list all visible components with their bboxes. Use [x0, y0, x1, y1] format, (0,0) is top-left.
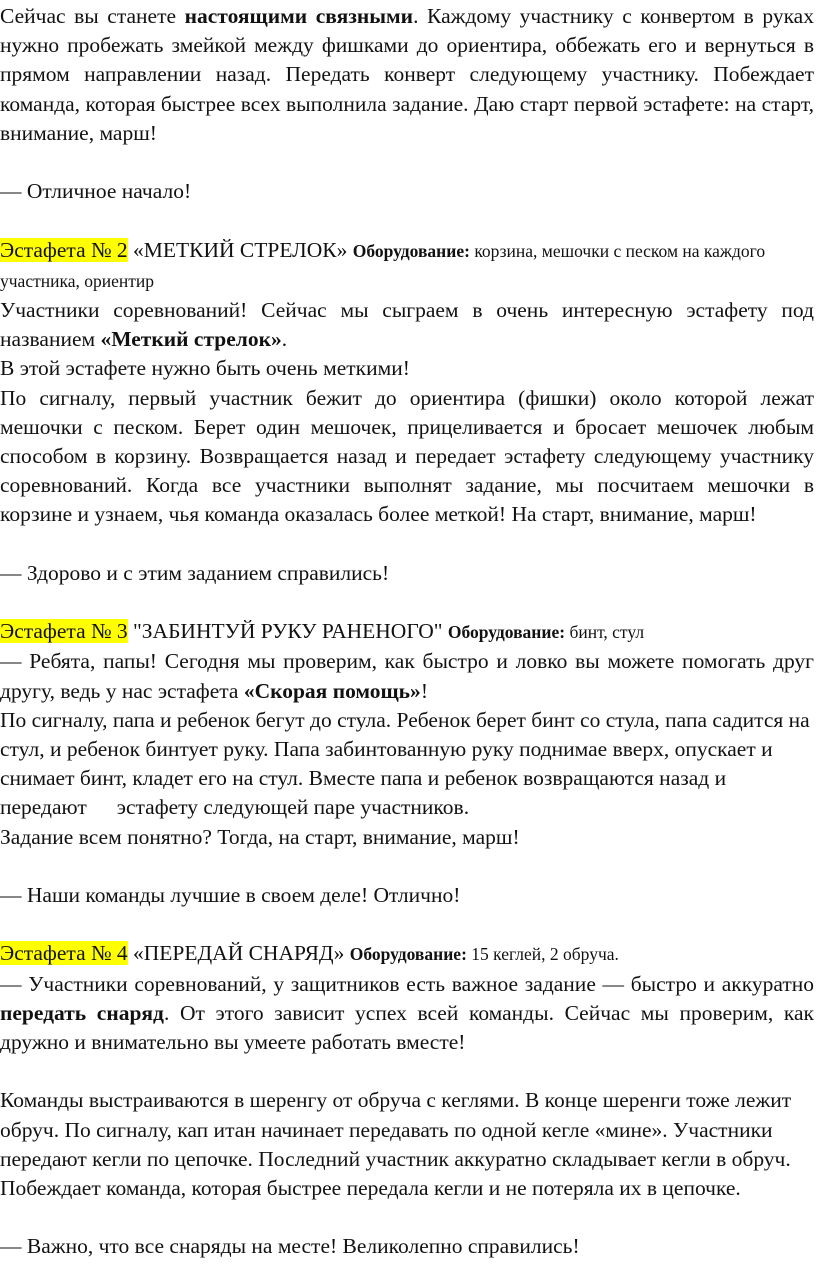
relay2-intro	[0, 296, 814, 354]
paragraph-gap	[0, 206, 814, 235]
relay1-praise: — Отличное начало!	[0, 179, 192, 204]
relay4-title: «ПЕРЕДАЙ СНАРЯД»	[127, 941, 350, 966]
relay2-title: «МЕТКИЙ СТРЕЛОК»	[127, 237, 353, 262]
text-run: . Каждому участнику с конвертом в руках нужно пробежать змейкой между фишками до ориентира, оббежать его и вернуться в прямом направлении назад. Передать конверт следующему участнику. Побеждает команда, которая быстрее всех выполнила задание. Даю старт первой эстафете: на старт, внимание, марш!	[0, 4, 814, 145]
relay4-intro	[0, 970, 814, 1058]
relay2-equipment: корзина, мешочки с песком на каждого участника, ориентир	[0, 240, 766, 291]
relay2-rules: По сигналу, первый участник бежит до ориентира (фишки) около которой лежат мешочки с песком. Берет один мешочек, прицеливается и бросает мешочек любым способом в корзину. Возвращается назад и передает эстафету следующему участнику соревнований. Когда все участники выполнят задание, мы посчитаем мешочки в корзине и узнаем, чья команда оказалась более меткой! На старт, внимание, марш!	[0, 385, 814, 527]
text-run: Участники соревнований! Сейчас мы сыграем в очень интересную эстафету под названием	[0, 298, 814, 352]
relay3-rules	[0, 706, 814, 852]
relay2-equipment-label: Оборудование:	[352, 240, 470, 261]
relay2-note: В этой эстафете нужно быть очень меткими!	[0, 356, 410, 381]
bold-run: передать снаряд	[0, 1000, 164, 1025]
paragraph-gap	[0, 530, 814, 559]
relay3-equipment-label: Оборудование:	[447, 622, 566, 643]
text-run: По сигналу, папа и ребенок бегут до стула. Ребенок берет бинт со стула, папа садится на стул, и ребенок бинтует руку. Папа забинтованную руку поднимае вверх, опускает и снимает бинт, кладет его на стул. Вместе папа и ребенок возвращаются назад и передают	[0, 707, 810, 820]
bold-run: «Меткий стрелок»	[100, 327, 282, 352]
text-run: Сейчас вы станете	[0, 4, 185, 28]
text-run: — Ребята, папы! Сегодня мы проверим, как быстро и ловко вы можете помогать друг другу, ведь у нас эстафета	[0, 649, 814, 703]
relay2-label: Эстафета № 2	[0, 237, 128, 262]
relay4-heading	[0, 939, 814, 969]
relay2-heading	[0, 236, 814, 296]
relay3-heading	[0, 617, 814, 647]
bold-run: настоящими связными	[184, 4, 414, 28]
paragraph-gap	[0, 852, 814, 881]
paragraph-gap	[0, 588, 814, 617]
paragraph-gap	[0, 148, 814, 177]
relay4-praise: — Важно, что все снаряды на месте! Великолепно справились!	[0, 1234, 580, 1259]
text-run: . От этого зависит успех всей команды. Сейчас мы проверим, как дружно и внимательно вы умеете работать вместе!	[0, 1000, 814, 1055]
paragraph-gap	[0, 1057, 814, 1086]
relay4-rules: Команды выстраиваются в шеренгу от обруча с кеглями. В конце шеренги тоже лежит обруч. По сигналу, кап итан начинает передавать по одной кегле «мине». Участники передают кегли по цепочке. Последний участник аккуратно складывает кегли в обруч. Побеждает команда, которая быстрее передала кегли и не потеряла их в цепочке.	[0, 1088, 792, 1201]
relay2-praise: — Здорово и с этим заданием справились!	[0, 560, 390, 585]
relay3-equipment: бинт, стул	[565, 622, 645, 643]
relay3-title: "ЗАБИНТУЙ РУКУ РАНЕНОГО"	[127, 619, 448, 644]
text-run: Задание всем понятно? Тогда, на старт, внимание, марш!	[0, 824, 520, 849]
relay4-label: Эстафета № 4	[0, 941, 128, 966]
bold-run: «Скорая помощь»	[243, 678, 421, 703]
relay4-equipment-label: Оборудование:	[349, 944, 467, 965]
text-run: — Участники соревнований, у защитников есть важное задание — быстро и аккуратно	[0, 971, 814, 996]
relay3-intro	[0, 647, 814, 705]
text-run: !	[420, 678, 428, 703]
relay3-praise: — Наши команды лучшие в своем деле! Отлично!	[0, 883, 461, 908]
paragraph-gap	[0, 910, 814, 939]
relay4-equipment: 15 кеглей, 2 обруча.	[466, 944, 619, 965]
relay1-instructions	[0, 2, 814, 148]
relay3-label: Эстафета № 3	[0, 619, 128, 644]
text-run: .	[281, 327, 288, 352]
paragraph-gap	[0, 1203, 814, 1232]
text-run: эстафету следующей паре участников.	[116, 795, 470, 820]
